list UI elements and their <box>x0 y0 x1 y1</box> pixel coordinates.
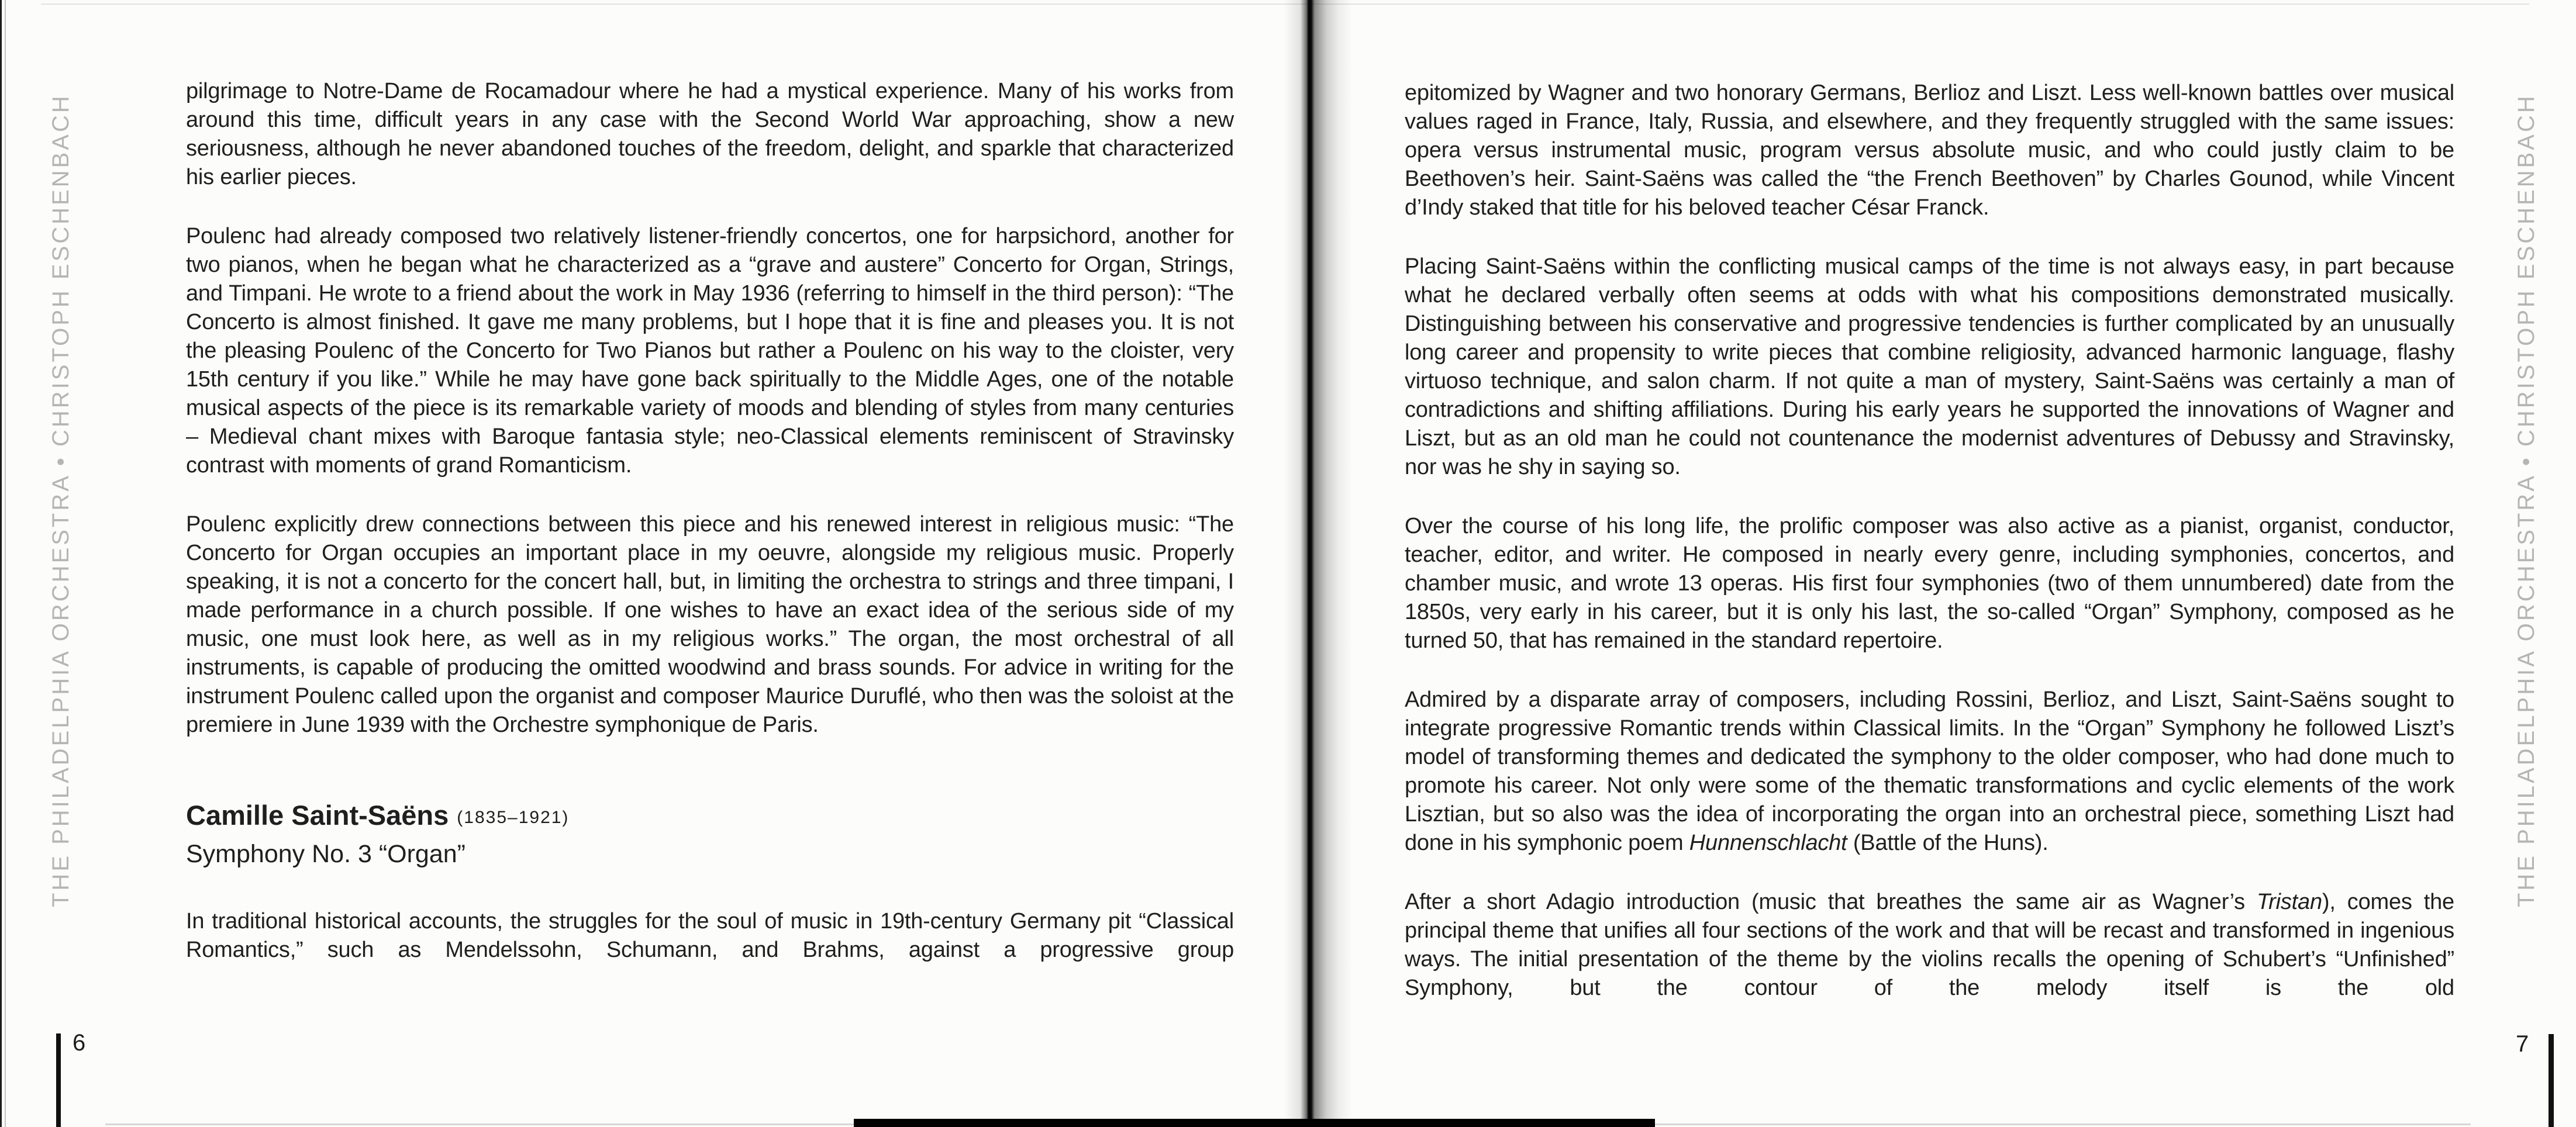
paragraph-poulenc-pilgrimage: pilgrimage to Notre-Dame de Rocamadour where he had a mystical experience. Many of his works from around this time, difficult years in any case with the Second World War approaching, show a new seriousness, although he never abandoned touches of the freedom, delight, and sparkle that characterized his earlier pieces. <box>186 79 1234 189</box>
paragraph-adagio-text: After a short Adagio introduction (music that breathes the same air as Wagner’s <box>1405 890 2257 914</box>
composer-heading <box>186 800 1234 835</box>
paragraph-poulenc-concerto-origin: Poulenc had already composed two relatively listener-friendly concertos, one for harpsichord, another for two pianos, when he began what he characterized as a “grave and austere” Concerto for Organ, Strings, and Timpani. He wrote to a friend about the work in May 1936 (referring to himself in the third person): “The Concerto is almost finished. It gave me many problems, but I hope that it is fine and pleases you. It is not the pleasing Poulenc of the Concerto for Two Pianos but rather a Poulenc on his way to the cloister, very 15th century if you like.” While he may have gone back spiritually to the Middle Ages, one of the notable musical aspects of the piece is its remarkable variety of moods and blending of styles from many centuries – Medieval chant mixes with Baroque fantasia style; neo-Classical elements reminiscent of Stravinsky contrast with moments of grand Romanticism. <box>186 224 1234 478</box>
scan-edge-left-line <box>0 0 2 1127</box>
paragraph-prolific-composer: Over the course of his long life, the prolific composer was also active as a pianist, organist, conductor, teacher, editor, and writer. He composed in nearly every genre, including symphonies, concertos, and chamber music, and wrote 13 operas. His first four symphonies (two of them unnumbered) date from the 1850s, very early in his career, but it is only his last, the so-called “Organ” Symphony, composed as he turned 50, that has remained in the standard repertoire. <box>1405 514 2454 653</box>
paragraph-poulenc-religious-music: Poulenc explicitly drew connections between this piece and his renewed interest in religious music: “The Concerto for Organ occupies an important place in my oeuvre, alongside my religious music. Properly speaking, it is not a concerto for the concert hall, but, in limiting the orchestra to strings and three timpani, I made performance in a church possible. If one wishes to have an exact idea of the serious side of my music, one must look here, as well as in my religious works.” The organ, the most orchestral of all instruments, is capable of producing the omitted woodwind and brass sounds. For advice in writing for the instrument Poulenc called upon the organist and composer Maurice Duruflé, who then was the soloist at the premiere in June 1939 with the Orchestre symphonique de Paris. <box>186 512 1234 737</box>
paragraph-admired-by-composers <box>1405 686 2454 858</box>
page-number-left: 6 <box>73 1030 86 1056</box>
paragraph-saint-saens-intro: In traditional historical accounts, the struggles for the soul of music in 19th-century Germany pit “Classical Romantics,” such as Mendelssohn, Schumann, and Brahms, against a progressive group <box>186 909 1234 962</box>
scan-edge-bottom-strip <box>854 1119 1655 1127</box>
paragraph-adagio-text-end: ), comes the principal theme that unifies all four sections of the work and that will be recast and transformed in ingenious ways. The initial presentation of the theme by the violins recalls the opening of Schubert’s “Unfinished” Symphony, but the contour of the melody itself is the old <box>1405 890 2454 1000</box>
paragraph-placing-saint-saens: Placing Saint-Saëns within the conflicting musical camps of the time is not always easy, in part because what he declared verbally often seems at odds with what his compositions demonstrated musically. Distinguishing between his conservative and progressive tendencies is further complicated by an unusually long career and propensity to write pieces that combine religiosity, advanced harmonic language, flashy virtuoso technique, and salon charm. If not quite a man of mystery, Saint-Saëns was certainly a man of contradictions and shifting affiliations. During his early years he supported the innovations of Wagner and Liszt, but as an old man he could not countenance the modernist adventures of Debussy and Stravinsky, nor was he shy in saying so. <box>1405 254 2454 479</box>
page-number-rule-left <box>56 1033 61 1127</box>
work-name-hunnenschlacht: Hunnenschlacht <box>1689 831 1847 855</box>
paragraph-admired-text-end: (Battle of the Huns). <box>1847 831 2049 855</box>
paragraph-admired-text: Admired by a disparate array of composers, including Rossini, Berlioz, and Liszt, Saint-Saëns sought to integrate progressive Romantic trends within Classical limits. In the “Organ” Symphony he followed Liszt’s model of transforming themes and dedicated the symphony to the older composer, who had done much to promote his career. Not only were some of the thematic transformations and cyclic elements of the work Lisztian, but so also was the idea of incorporating the organ into an orchestral piece, something Liszt had done in his symphonic poem <box>1405 687 2454 855</box>
scan-edge-left-faint-line <box>5 0 6 1127</box>
center-fold-shadow <box>1284 0 1353 1127</box>
left-margin-banner-text: THE PHILADELPHIA ORCHESTRA • CHRISTOPH ESCHENBACH <box>48 94 74 907</box>
right-margin-banner-text: THE PHILADELPHIA ORCHESTRA • CHRISTOPH ESCHENBACH <box>2513 94 2539 907</box>
work-title: Symphony No. 3 “Organ” <box>186 840 465 868</box>
work-name-tristan: Tristan <box>2256 890 2322 914</box>
paragraph-adagio-introduction <box>1405 888 2454 1002</box>
paragraph-german-battles: epitomized by Wagner and two honorary Germans, Berlioz and Liszt. Less well-known battles over musical values raged in France, Italy, Russia, and elsewhere, and they frequently struggled with the same issues: opera versus instrumental music, program versus absolute music, and who could justly claim to be Beethoven’s heir. Saint-Saëns was called the “the French Beethoven” by Charles Gounod, while Vincent d’Indy staked that title for his beloved teacher César Franck. <box>1405 81 2454 220</box>
page-left <box>186 77 1234 964</box>
composer-dates: (1835–1921) <box>457 808 570 827</box>
page-right <box>1405 79 2454 1002</box>
page-number-rule-right <box>2549 1034 2554 1127</box>
page-number-right: 7 <box>2516 1031 2529 1057</box>
composer-name: Camille Saint-Saëns <box>186 800 449 831</box>
